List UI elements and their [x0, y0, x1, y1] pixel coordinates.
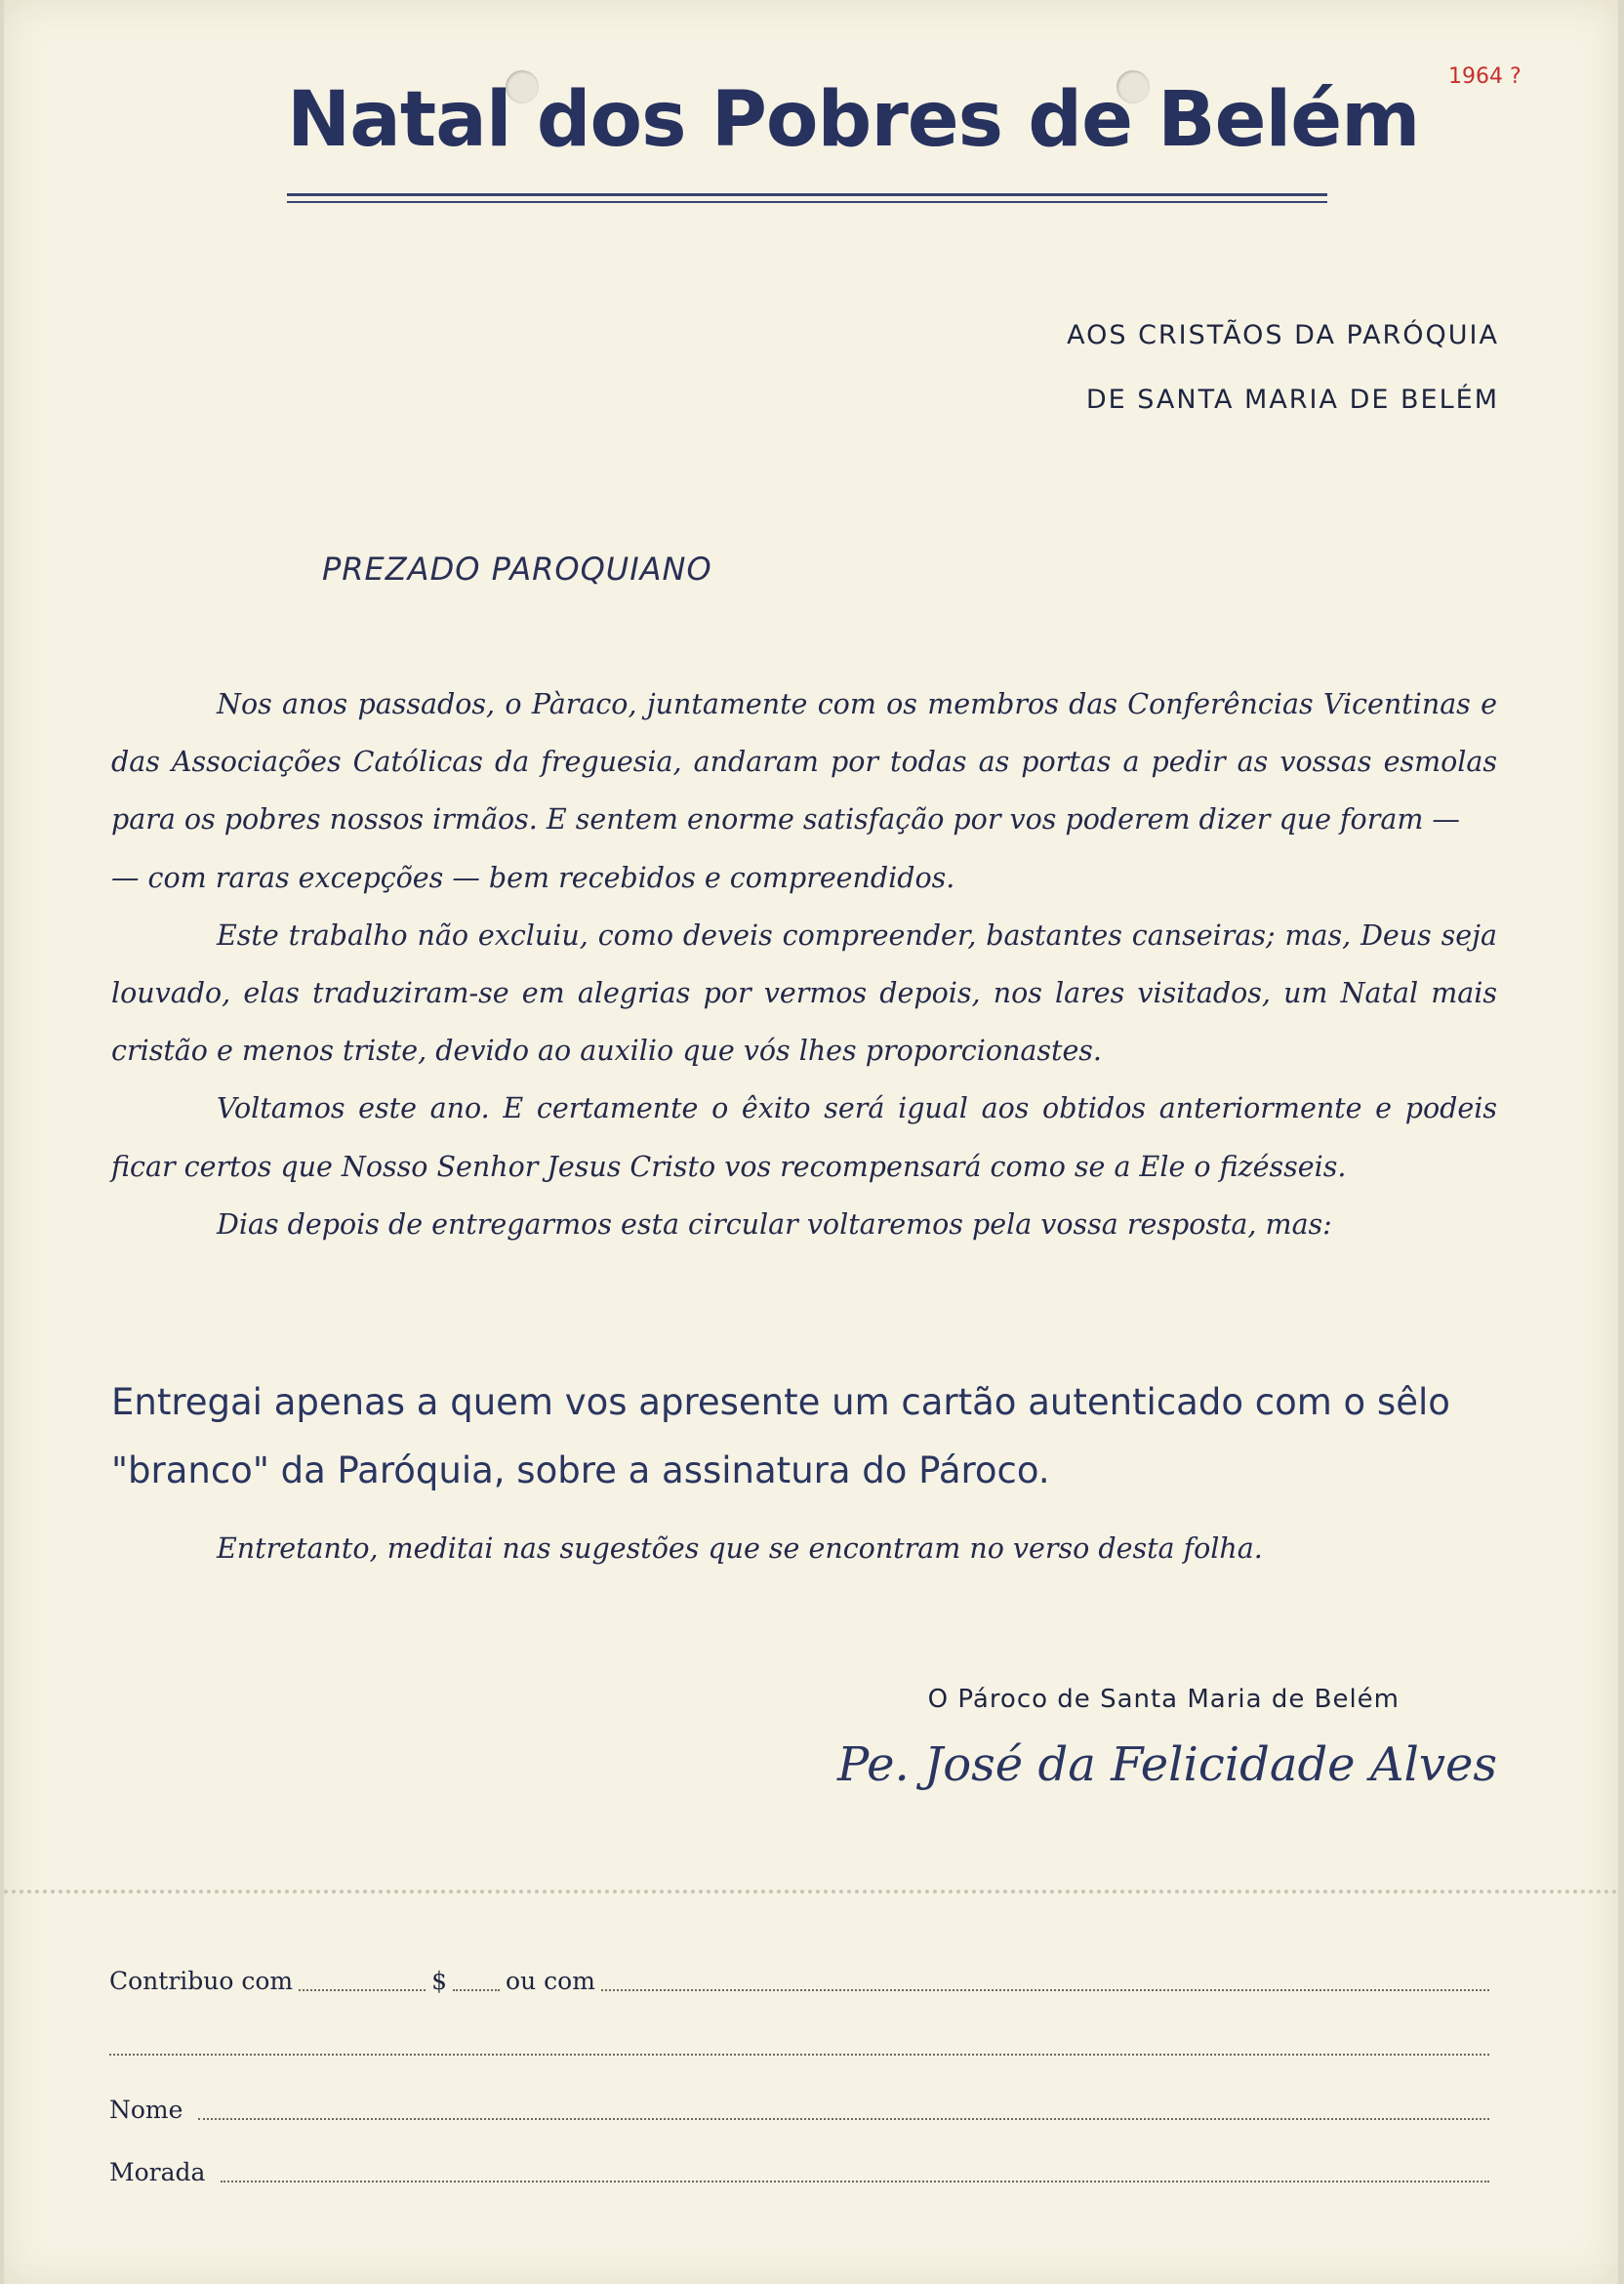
perforation-line [4, 1890, 1618, 1894]
title-rule-bottom [287, 201, 1327, 203]
signature: Pe. José da Felicidade Alves [836, 1737, 1497, 1792]
handwritten-year-annotation: 1964 ? [1448, 64, 1522, 89]
addressee-line-2: DE SANTA MARIA DE BELÉM [1085, 385, 1499, 415]
contribution-cents-field[interactable] [453, 1964, 500, 1991]
letter-body [111, 675, 1497, 1253]
contribution-continuation-row [109, 2026, 1495, 2060]
body-paragraph-3: Voltamos este ano. E certamente o êxito será igual aos obtidos anteriormente e podeis ficar certos que Nosso Senhor Jesus Cristo vos recompensará como se a Ele o fizésseis. [111, 1092, 1497, 1183]
body-paragraph-1: Nos anos passados, o Pàraco, juntamente com os membros das Conferências Vicentinas e das Associações Católicas da freguesia, andaram por todas as portas a pedir as vossas esmolas para os pobres nossos irmãos. E sentem enorme satisfação por vos poderem dizer que foram — [111, 688, 1497, 836]
name-label: Nome [109, 2096, 183, 2124]
contribution-continuation-field[interactable] [109, 2028, 1489, 2056]
page-title: Natal dos Pobres de Belém [287, 76, 1420, 164]
closing-remark: Entretanto, meditai nas sugestões que se encontram no verso desta folha. [217, 1532, 1263, 1565]
contribution-amount-field[interactable] [299, 1964, 426, 1991]
name-row [109, 2091, 1495, 2124]
address-field[interactable] [221, 2155, 1489, 2182]
authentication-notice: Entregai apenas a quem vos apresente um cartão autenticado com o sêlo "branco" da Paróquia, sobre a assinatura do Pároco. [111, 1381, 1450, 1491]
name-field[interactable] [198, 2093, 1489, 2120]
body-paragraph-4: Dias depois de entregarmos esta circular voltaremos pela vossa resposta, mas: [217, 1207, 1332, 1241]
contribution-label: Contribuo com [109, 1967, 294, 1995]
body-paragraph-2: Este trabalho não excluiu, como deveis compreender, bastantes canseiras; mas, Deus seja louvado, elas traduziram-se em alegrias por vermos depois, nos lares visitados, um Natal mais cristão e menos triste, devido ao auxilio que vós lhes proporcionastes. [111, 918, 1497, 1068]
address-label: Morada [109, 2158, 206, 2186]
signer-role: O Pároco de Santa Maria de Belém [927, 1685, 1400, 1714]
or-label: ou com [506, 1967, 595, 1995]
body-paragraph-1-continuation: — com raras excepções — bem recebidos e compreendidos. [111, 861, 955, 894]
document-page [4, 0, 1618, 2284]
contribution-row [109, 1962, 1495, 1995]
address-row [109, 2153, 1495, 2186]
salutation: PREZADO PAROQUIANO [322, 551, 712, 588]
contribution-other-field[interactable] [601, 1964, 1489, 1991]
title-rule-top [287, 193, 1327, 196]
currency-symbol: $ [431, 1967, 448, 1995]
addressee-line-1: AOS CRISTÃOS DA PARÓQUIA [1067, 320, 1499, 350]
